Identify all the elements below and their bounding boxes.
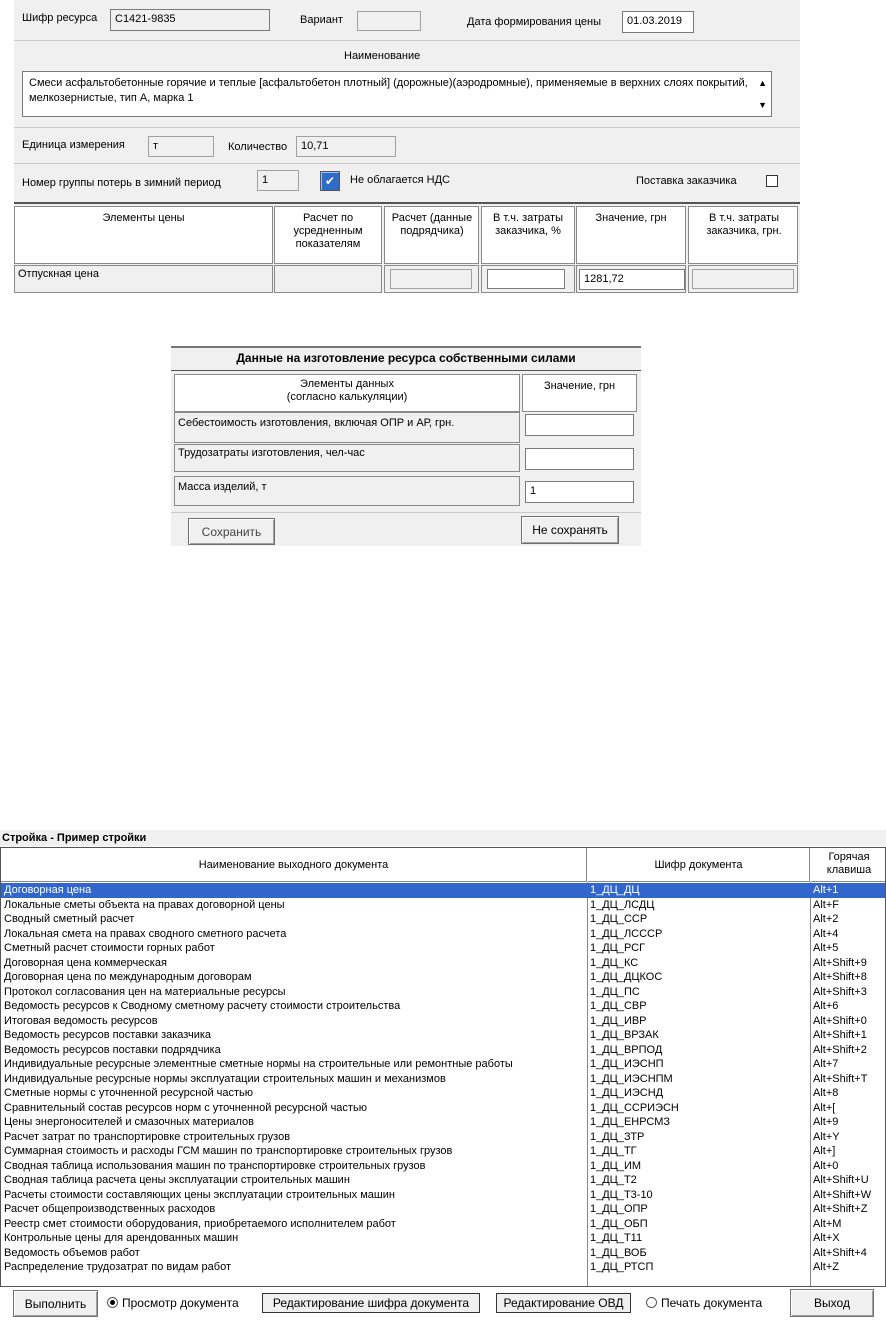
row-name: Итоговая ведомость ресурсов (4, 1014, 158, 1027)
row-name: Локальные сметы объекта на правах договорной цены (4, 898, 285, 911)
row-name: Сметный расчет стоимости горных работ (4, 942, 215, 954)
resource-panel (14, 0, 800, 292)
table-row[interactable] (1, 1115, 885, 1130)
own-production-title: Данные на изготовление ресурса собственными силами (236, 351, 576, 365)
table-row[interactable] (1, 999, 885, 1014)
mass-input[interactable]: 1 (525, 481, 634, 503)
row-key: Alt+] (813, 1145, 836, 1157)
row-label: Отпускная цена (18, 268, 99, 280)
dont-save-button[interactable]: Не сохранять (521, 516, 619, 544)
row-key: Alt+Shift+8 (813, 971, 867, 983)
row-name: Контрольные цены для арендованных машин (4, 1232, 239, 1244)
header-text: В т.ч. затраты заказчика, % (492, 212, 563, 237)
edit-doc-code-button[interactable]: Редактирование шифра документа (262, 1293, 480, 1313)
header-text: Расчет по усредненным показателям (293, 212, 363, 250)
price-date-label: Дата формирования цены (467, 16, 601, 28)
customer-uah-input[interactable] (692, 269, 794, 289)
row-key: Alt+X (813, 1232, 840, 1244)
row-key: Alt+Shift+2 (813, 1043, 867, 1056)
row-key: Alt+0 (813, 1159, 839, 1172)
value-input[interactable]: 1281,72 (579, 269, 685, 290)
name-label: Наименование (344, 50, 421, 62)
row-code: 1_ДЦ_ЛСДЦ (590, 898, 655, 911)
table-row[interactable] (1, 1173, 885, 1188)
row-key: Alt+Shift+3 (813, 985, 867, 998)
labor-input[interactable] (525, 448, 634, 470)
scroll-down-icon[interactable]: ▼ (758, 100, 767, 110)
row-code: 1_ДЦ_ИЭСНПМ (590, 1072, 673, 1085)
table-row[interactable] (1, 1130, 885, 1145)
row-code: 1_ДЦ_Т2 (590, 1174, 637, 1186)
col-header-value (522, 374, 637, 412)
row-code: 1_ДЦ_ОБП (590, 1217, 648, 1230)
price-table (14, 202, 800, 292)
row-code: 1_ДЦ_ИЭСНД (590, 1087, 664, 1099)
scroll-up-icon[interactable]: ▲ (758, 78, 767, 88)
table-row[interactable] (1, 1144, 885, 1159)
row-name: Расчет общепроизводственных расходов (4, 1203, 216, 1215)
divider (14, 163, 800, 164)
radio-print-label: Печать документа (661, 1296, 763, 1310)
radio-view-label: Просмотр документа (122, 1296, 239, 1310)
radio-unselected-icon (646, 1297, 657, 1308)
col-header-contractor (384, 206, 479, 264)
row-key: Alt+7 (813, 1058, 839, 1070)
table-row[interactable] (1, 985, 885, 1000)
row-key: Alt+Y (813, 1130, 840, 1143)
row-name: Реестр смет стоимости оборудования, приобретаемого исполнителем работ (4, 1217, 396, 1230)
window-title: Стройка - Пример стройки (0, 830, 886, 846)
table-row[interactable] (1, 898, 885, 913)
row-name: Ведомость ресурсов к Сводному сметному расчету стоимости строительства (4, 1000, 401, 1012)
row-name: Индивидуальные ресурсные нормы эксплуатации строительных машин и механизмов (4, 1072, 446, 1085)
row-key: Alt+Shift+4 (813, 1246, 867, 1259)
resource-code-field[interactable]: С1421-9835 (110, 9, 270, 31)
edit-ovd-button[interactable]: Редактирование ОВД (496, 1293, 631, 1313)
documents-table (0, 847, 886, 1287)
contractor-input[interactable] (390, 269, 472, 289)
row-name: Сводный сметный расчет (4, 913, 135, 925)
table-row[interactable] (1, 941, 885, 956)
table-row[interactable] (1, 1217, 885, 1232)
header-text: Элементы цены (102, 212, 185, 224)
row-key: Alt+F (813, 898, 839, 911)
row-mass (174, 476, 520, 506)
cell-contractor (384, 265, 479, 293)
row-code: 1_ДЦ_ВОБ (590, 1246, 647, 1259)
row-name: Распределение трудозатрат по видам работ (4, 1261, 231, 1273)
check-icon: ✔ (324, 174, 336, 188)
radio-view-document[interactable] (107, 1296, 239, 1310)
loss-group-field[interactable]: 1 (257, 170, 299, 191)
row-key: Alt+5 (813, 942, 839, 954)
radio-print-document[interactable] (646, 1296, 762, 1310)
row-code: 1_ДЦ_ДЦКОС (590, 971, 663, 983)
row-name: Ведомость ресурсов поставки подрядчика (4, 1043, 221, 1056)
loss-group-label: Номер группы потерь в зимний период (22, 177, 221, 189)
row-name: Сравнительный состав ресурсов норм с уточненной ресурсной частью (4, 1101, 367, 1114)
row-name: Сводная таблица расчета цены эксплуатации строительных машин (4, 1174, 350, 1186)
table-row[interactable] (1, 927, 885, 942)
col-header-data-elements (174, 374, 520, 412)
row-code: 1_ДЦ_ЕНРСМЗ (590, 1116, 671, 1128)
table-row[interactable] (1, 970, 885, 985)
col-header-customer-pct (481, 206, 575, 264)
row-code: 1_ДЦ_ССРИЭСН (590, 1101, 679, 1114)
divider (14, 127, 800, 128)
row-name: Договорная цена по международным договорам (4, 971, 252, 983)
row-code: 1_ДЦ_ССР (590, 913, 648, 925)
resource-name-textarea[interactable] (22, 71, 772, 117)
row-name: Расчет затрат по транспортировке строительных грузов (4, 1130, 291, 1143)
vat-exempt-label: Не облагается НДС (350, 174, 450, 186)
row-release-price (14, 265, 273, 293)
row-code: 1_ДЦ_ЛСССР (590, 927, 663, 940)
col-header-hotkey[interactable]: Горячая клавиша (811, 848, 886, 882)
row-name: Расчеты стоимости составляющих цены эксплуатации строительных машин (4, 1188, 395, 1201)
table-row[interactable] (1, 1202, 885, 1217)
table-row[interactable] (1, 1188, 885, 1203)
col-header-customer-uah (688, 206, 798, 264)
resource-name-text: Смеси асфальтобетонные горячие и теплые [асфальтобетон плотный] (дорожные)(аэродромные), применяемые в верхних слоях покрытий, мелкозернистые, тип А, марка 1 (29, 77, 748, 104)
row-code: 1_ДЦ_ЗТР (590, 1130, 645, 1143)
unit-field[interactable]: т (148, 136, 214, 157)
cell-customer-uah (688, 265, 798, 293)
header-text: В т.ч. затраты заказчика, грн. (706, 212, 782, 237)
cell-value (576, 265, 686, 293)
table-row[interactable] (1, 1057, 885, 1072)
variant-field[interactable] (357, 11, 421, 31)
table-row[interactable] (1, 1014, 885, 1029)
row-code: 1_ДЦ_ТГ (590, 1145, 637, 1157)
row-name: Цены энергоносителей и смазочных материалов (4, 1116, 255, 1128)
quantity-label: Количество (228, 141, 288, 153)
table-row[interactable] (1, 883, 885, 898)
header-text: Расчет (данные подрядчика) (391, 212, 473, 237)
table-row[interactable] (1, 1043, 885, 1058)
output-documents-window (0, 830, 886, 1323)
documents-list (1, 883, 885, 1287)
table-row[interactable] (1, 1159, 885, 1174)
table-row[interactable] (1, 1072, 885, 1087)
row-label: Масса изделий, т (178, 481, 267, 493)
row-code: 1_ДЦ_Т3-10 (590, 1188, 653, 1201)
row-key: Alt+6 (813, 1000, 839, 1012)
table-row[interactable] (1, 1231, 885, 1246)
row-key: Alt+Shift+0 (813, 1014, 867, 1027)
table-row[interactable] (1, 1086, 885, 1101)
table-row[interactable] (1, 1246, 885, 1261)
divider (171, 512, 641, 513)
row-key: Alt+2 (813, 913, 839, 925)
row-key: Alt+Z (813, 1261, 839, 1273)
row-name: Договорная цена (4, 884, 92, 896)
row-key: Alt+4 (813, 927, 839, 940)
col-header-avg (274, 206, 382, 264)
resource-code-label: Шифр ресурса (22, 12, 98, 24)
row-code: 1_ДЦ_ИВР (590, 1014, 647, 1027)
customer-supply-checkbox[interactable] (766, 175, 778, 187)
row-key: Alt+8 (813, 1087, 839, 1099)
row-name: Индивидуальные ресурсные элементные сметные нормы на строительные или ремонтные работы (4, 1058, 513, 1070)
table-row[interactable] (1, 1028, 885, 1043)
col-header-elements (14, 206, 273, 264)
execute-button[interactable]: Выполнить (13, 1290, 98, 1317)
quantity-field[interactable]: 10,71 (296, 136, 396, 157)
col-header-value (576, 206, 686, 264)
header-text: Значение, грн (595, 212, 667, 224)
save-button[interactable]: Сохранить (188, 518, 275, 545)
row-code: 1_ДЦ_ОПР (590, 1203, 648, 1215)
row-code: 1_ДЦ_РСГ (590, 942, 646, 954)
row-key: Alt+M (813, 1217, 842, 1230)
row-code: 1_ДЦ_РТСП (590, 1261, 654, 1273)
row-code: 1_ДЦ_ИМ (590, 1159, 642, 1172)
row-key: Alt+Shift+U (813, 1174, 869, 1186)
row-name: Локальная смета на правах сводного сметного расчета (4, 927, 287, 940)
table-row[interactable] (1, 956, 885, 971)
row-name: Сводная таблица использования машин по транспортировке строительных грузов (4, 1159, 426, 1172)
row-code: 1_ДЦ_ИЭСНП (590, 1058, 664, 1070)
row-code: 1_ДЦ_Т11 (590, 1232, 643, 1244)
row-label: Себестоимость изготовления, включая ОПР и АР, грн. (178, 417, 455, 429)
row-labor (174, 444, 520, 472)
variant-label: Вариант (300, 14, 343, 26)
col-header-doc-name[interactable]: Наименование выходного документа (1, 848, 587, 882)
row-code: 1_ДЦ_СВР (590, 1000, 647, 1012)
row-name: Ведомость объемов работ (4, 1246, 140, 1259)
col-header-doc-code[interactable]: Шифр документа (588, 848, 810, 882)
row-key: Alt+Shift+Z (813, 1203, 868, 1215)
vat-exempt-checkbox[interactable] (320, 171, 340, 191)
row-code: 1_ДЦ_ВРЗАК (590, 1029, 659, 1041)
table-row[interactable] (1, 1101, 885, 1116)
table-row[interactable] (1, 1260, 885, 1275)
cell-avg (274, 265, 382, 293)
header-text: Элементы данных (согласно калькуляции) (286, 378, 408, 403)
row-key: Alt+Shift+1 (813, 1029, 867, 1041)
unit-label: Единица измерения (22, 139, 125, 151)
row-cost (174, 412, 520, 443)
row-key: Alt+1 (813, 884, 839, 896)
cost-input[interactable] (525, 414, 634, 436)
row-code: 1_ДЦ_ВРПОД (590, 1043, 663, 1056)
row-code: 1_ДЦ_КС (590, 956, 639, 969)
row-name: Сметные нормы с уточненной ресурсной частью (4, 1087, 254, 1099)
price-date-field[interactable]: 01.03.2019 (622, 11, 694, 33)
customer-pct-input[interactable] (487, 269, 565, 289)
row-key: Alt+9 (813, 1116, 839, 1128)
customer-supply-label: Поставка заказчика (636, 175, 737, 187)
row-name: Ведомость ресурсов поставки заказчика (4, 1029, 212, 1041)
header-text: Значение, грн (543, 380, 616, 392)
row-name: Договорная цена коммерческая (4, 956, 167, 969)
row-name: Суммарная стоимость и расходы ГСМ машин по транспортировке строительных грузов (4, 1145, 453, 1157)
divider (171, 370, 641, 371)
row-key: Alt+[ (813, 1101, 836, 1114)
own-production-panel (171, 346, 641, 546)
row-key: Alt+Shift+9 (813, 956, 867, 969)
divider (14, 40, 800, 41)
radio-selected-icon (107, 1297, 118, 1308)
row-code: 1_ДЦ_ДЦ (590, 884, 640, 896)
table-row[interactable] (1, 912, 885, 927)
row-code: 1_ДЦ_ПС (590, 985, 640, 998)
row-key: Alt+Shift+T (813, 1072, 868, 1085)
row-label: Трудозатраты изготовления, чел-час (178, 447, 365, 459)
cell-customer-pct (481, 265, 575, 293)
row-name: Протокол согласования цен на материальные ресурсы (4, 985, 286, 998)
row-key: Alt+Shift+W (813, 1188, 872, 1201)
exit-button[interactable]: Выход (790, 1289, 874, 1317)
